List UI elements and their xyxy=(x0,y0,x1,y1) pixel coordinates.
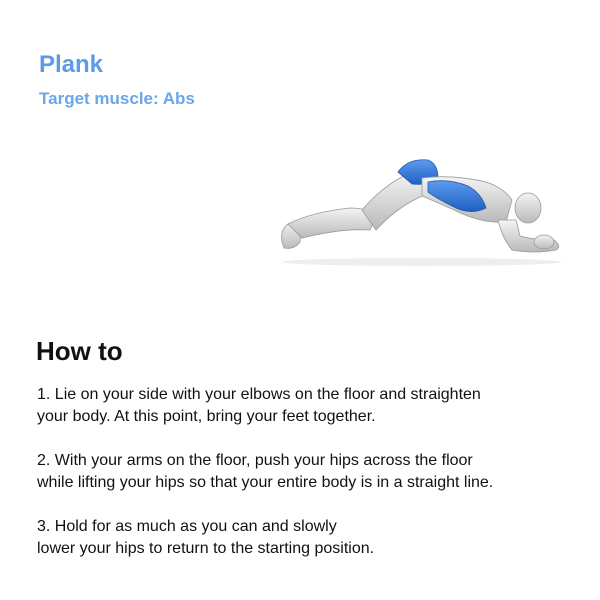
target-muscle-label: Target muscle: Abs xyxy=(39,89,195,108)
howto-step-2: 2. With your arms on the floor, push your hips across the floor while lifting your hips so that your entire body is in a straight line. xyxy=(37,452,494,491)
howto-step-1: 1. Lie on your side with your elbows on the floor and straighten your body. At this point, bring your feet together. xyxy=(37,386,481,425)
howto-heading: How to xyxy=(36,336,123,366)
plank-figure-icon xyxy=(272,150,572,275)
howto-steps-list xyxy=(37,384,577,582)
howto-step-3: 3. Hold for as much as you can and slowly lower your hips to return to the starting position. xyxy=(37,518,375,557)
exercise-title: Plank xyxy=(39,51,104,78)
